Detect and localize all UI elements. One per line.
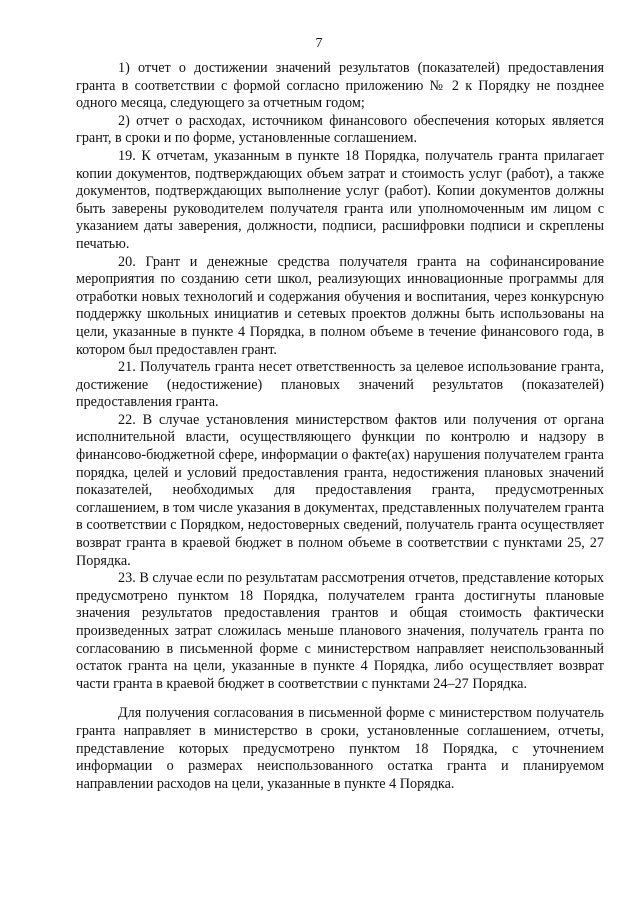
- paragraph-20: 20. Грант и денежные средства получателя гранта на софинансирование мероприятия по созданию сети школ, реализующих инновационные программы для отработки новых технологий и содержания обучения и воспитания, через конкурсную поддержку школьных инициатив и сетевых проектов должны быть использованы на цели, указанные в пункте 4 Порядка, в полном объеме в течение финансового года, в котором был предоставлен грант.: [76, 253, 604, 358]
- document-body: [76, 60, 604, 793]
- paragraph-19: 19. К отчетам, указанным в пункте 18 Порядка, получатель гранта прилагает копии документов, подтверждающих объем затрат и стоимость услуг (работ), а также документов, подтверждающих выполнение услуг (работ). Копии документов должны быть заверены руководителем получателя гранта или уполномоченным им лицом с указанием даты заверения, должности, подписи, расшифровки подписи и скреплены печатью.: [76, 147, 604, 252]
- paragraph-report-results: 1) отчет о достижении значений результатов (показателей) предоставления гранта в соответствии с формой согласно приложению № 2 к Порядку не позднее одного месяца, следующего за отчетным годом;: [76, 60, 604, 112]
- paragraph-23: 23. В случае если по результатам рассмотрения отчетов, представление которых предусмотрено пунктом 18 Порядка, получателем гранта достигнуты плановые значения результатов предоставления грантов и общая стоимость фактически произведенных затрат сложилась меньше планового значения, получатель гранта по согласованию в письменной форме с министерством направляет неиспользованный остаток гранта на цели, указанные в пункте 4 Порядка, либо осуществляет возврат части гранта в краевой бюджет в соответствии с пунктами 24–27 Порядка.: [76, 570, 604, 692]
- paragraph-22: 22. В случае установления министерством фактов или получения от органа исполнительной власти, осуществляющего функции по контролю и надзору в финансово-бюджетной сфере, информации о факте(ах) нарушения получателем гранта порядка, целей и условий предоставления гранта, недостижения плановых значений показателей, необходимых для предоставления гранта, предусмотренных соглашением, в том числе указания в документах, представленных получателем гранта в соответствии с Порядком, недостоверных сведений, получатель гранта осуществляет возврат гранта в краевой бюджет в полном объеме в соответствии с пунктами 25, 27 Порядка.: [76, 411, 604, 569]
- page-number: 7: [315, 36, 323, 51]
- paragraph-21: 21. Получатель гранта несет ответственность за целевое использование гранта, достижение (недостижение) плановых значений результатов (показателей) предоставления гранта.: [76, 359, 604, 411]
- paragraph-report-expenses: 2) отчет о расходах, источником финансового обеспечения которых является грант, в сроки и по форме, установленные соглашением.: [76, 112, 604, 147]
- paragraph-approval: Для получения согласования в письменной форме с министерством получатель гранта направляет в министерство в сроки, установленные соглашением, отчеты, представление которых предусмотрено пунктом 18 Порядка, с уточнением информации о размерах неиспользованного остатка гранта и планируемом направлении расходов на цели, указанные в пункте 4 Порядка.: [76, 705, 604, 792]
